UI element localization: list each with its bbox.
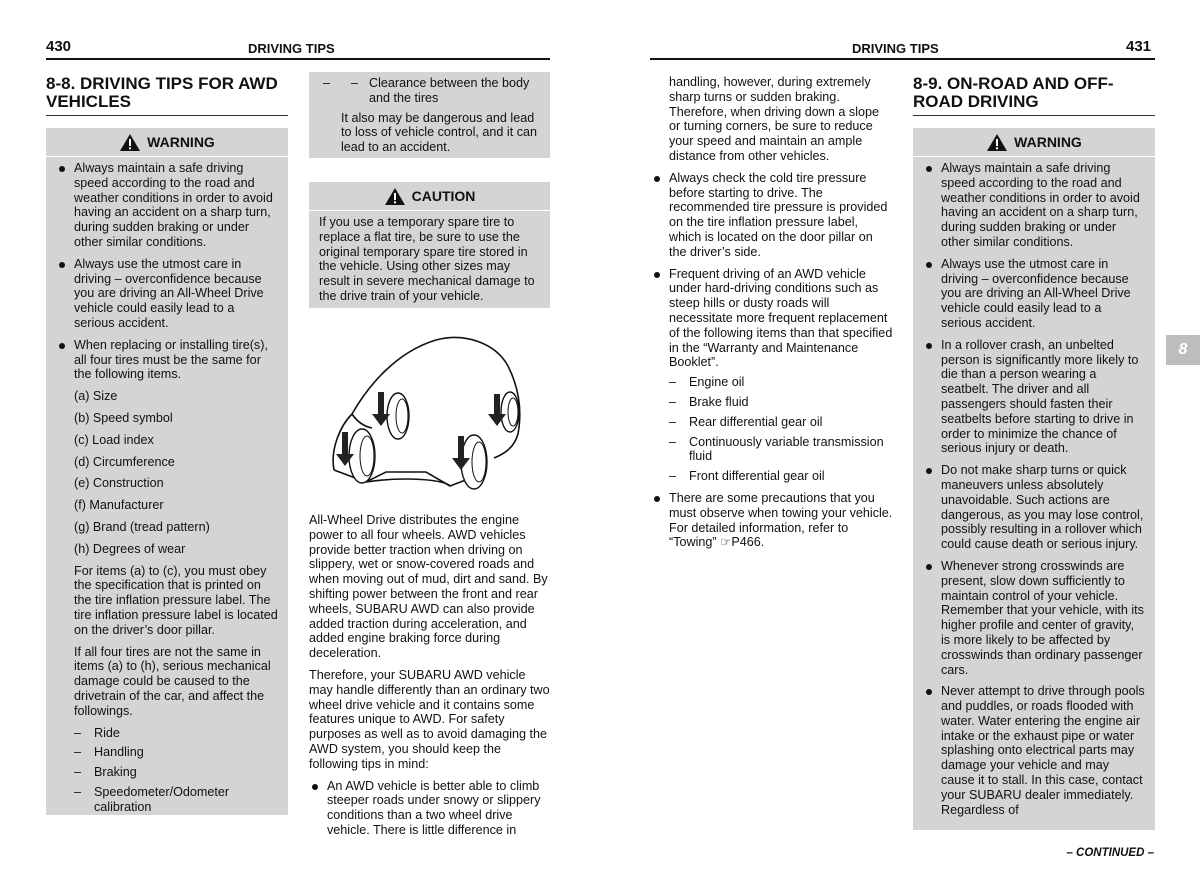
tire-item: (g) Brand (tread pattern) xyxy=(74,519,210,534)
right-section-title: 8-9. ON-ROAD AND OFF-ROAD DRIVING xyxy=(913,75,1155,116)
right-warning-label: WARNING xyxy=(1014,133,1082,150)
left-warning-bullet: Always use the utmost care in driving – overconfidence because you are driving an All-Wheel Drive vehicle could easily lead to a serious accident. xyxy=(56,257,278,331)
right-warning-bullet: Whenever strong crosswinds are present, slow down sufficiently to maintain control of your vehicle. Remember that your vehicle, with its higher profile and center of gravity, is more likely to be affected by crosswinds than ordinary passenger cars. xyxy=(923,559,1145,677)
towing-bullet: There are some precautions that you must observe when towing your vehicle. For detailed information, refer to “Towing” ☞P466. xyxy=(651,491,893,550)
left-header-rule xyxy=(46,58,550,60)
right-warning-bullet: Never attempt to drive through pools and puddles, or roads flooded with water. Water entering the engine air intake or the exhaust pipe or water splashing onto electrical parts may damage your vehicle and may cause it to stall. In this case, contact your SUBARU dealer immediately. Regardless of xyxy=(923,684,1145,817)
maintenance-item: – Front differential gear oil xyxy=(651,469,893,484)
maintenance-item: – Continuously variable transmission fluid xyxy=(651,435,893,465)
awd-climb-bullet: An AWD vehicle is better able to climb steeper roads under snowy or slippery conditions than a two wheel drive vehicle. There is little difference in xyxy=(309,779,551,838)
tire-pressure-bullet: Always check the cold tire pressure before starting to drive. The recommended tire pressure is provided on the tire inflation pressure label, which is located on the door pillar on the driver’s side. xyxy=(651,171,893,260)
continued-marker: – CONTINUED – xyxy=(1066,847,1154,859)
right-header-title: DRIVING TIPS xyxy=(852,41,939,56)
right-page-number: 431 xyxy=(1126,38,1152,55)
affected-item: – Speedometer/Odometer calibration xyxy=(56,785,278,815)
warning-triangle-icon xyxy=(986,133,1008,152)
right-warning-box xyxy=(913,128,1155,830)
chapter-tab: 8 xyxy=(1166,335,1200,365)
caution-text: If you use a temporary spare tire to replace a flat tire, be sure to use the original temporary spare tire stored in the vehicle. Using other sizes may result in severe mechanical damage to the drive train of your vehicle. xyxy=(319,215,535,303)
left-warning-bullet: Always maintain a safe driving speed according to the road and weather conditions in order to avoid having an accident on a sharp turn, during sudden braking or under other similar conditions. xyxy=(56,161,278,250)
left-warning-label: WARNING xyxy=(147,133,215,150)
tire-item: (a) Size xyxy=(74,389,118,404)
left-section-title: 8-8. DRIVING TIPS FOR AWD VEHICLES xyxy=(46,75,288,116)
right-warning-bullet: Do not make sharp turns or quick maneuvers unless absolutely unavoidable. Such actions are dangerous, as you may lose control, possibly resulting in a rollover which could cause death or serious injury. xyxy=(923,463,1145,552)
caution-label: CAUTION xyxy=(411,187,476,204)
clearance-note: It also may be dangerous and lead to loss of vehicle control, and it can lead to an accident. xyxy=(341,110,538,155)
clearance-item: – – Clearance between the body and the tires xyxy=(319,76,540,106)
hard-driving-bullet: Frequent driving of an AWD vehicle under hard-driving conditions such as steep hills or dusty roads will necessitate more frequent replacement of the following items than that specified in the “Warranty and Maintenance Booklet”. xyxy=(651,267,893,371)
awd-car-illustration xyxy=(326,330,526,500)
affected-item: – Handling xyxy=(56,745,278,760)
tire-mismatch-paragraph: If all four tires are not the same in items (a) to (h), serious mechanical damage could be caused to the drivetrain of the car, and affect the followings. xyxy=(74,644,271,718)
left-warning-bullet: When replacing or installing tire(s), all four tires must be the same for the following items. xyxy=(56,338,278,382)
left-header-title: DRIVING TIPS xyxy=(248,41,335,56)
caution-box xyxy=(309,182,550,308)
warning-triangle-icon xyxy=(384,187,406,206)
right-warning-bullet: Always maintain a safe driving speed according to the road and weather conditions in order to avoid having an accident on a sharp turn, during sudden braking or under other similar conditions. xyxy=(923,161,1145,250)
affected-item: – Ride xyxy=(56,726,278,741)
affected-item: – Braking xyxy=(56,765,278,780)
left-warning-header xyxy=(46,128,288,157)
right-column-text xyxy=(651,75,893,557)
warning-triangle-icon xyxy=(119,133,141,152)
tire-item: (c) Load index xyxy=(74,432,154,447)
left-page-number: 430 xyxy=(46,38,72,55)
right-warning-bullet: Always use the utmost care in driving – overconfidence because you are driving an All-Wheel Drive vehicle could easily lead to a serious accident. xyxy=(923,257,1145,331)
awd-intro-paragraph: All-Wheel Drive distributes the engine power to all four wheels. AWD vehicles provide better traction when driving on slippery, wet or snow-covered roads and when moving out of mud, dirt and sand. By shifting power between the front and rear wheels, SUBARU AWD can also provide added traction during acceleration, and added engine braking force during deceleration. xyxy=(309,513,548,661)
caution-header xyxy=(309,182,550,211)
tire-item: (d) Circumference xyxy=(74,454,175,469)
tire-item: (e) Construction xyxy=(74,476,164,491)
left-body-text xyxy=(309,513,551,845)
maintenance-item: – Rear differential gear oil xyxy=(651,415,893,430)
tire-item: (b) Speed symbol xyxy=(74,410,173,425)
tire-spec-paragraph: For items (a) to (c), you must obey the specification that is printed on the tire inflation pressure label. The tire inflation pressure label is located on the driver’s door pillar. xyxy=(74,563,278,637)
tire-item: (h) Degrees of wear xyxy=(74,541,186,556)
right-warning-header xyxy=(913,128,1155,157)
maintenance-item: – Engine oil xyxy=(651,375,893,390)
tire-item: (f) Manufacturer xyxy=(74,498,164,513)
maintenance-item: – Brake fluid xyxy=(651,395,893,410)
right-header-rule xyxy=(650,58,1155,60)
awd-handling-paragraph: Therefore, your SUBARU AWD vehicle may handle differently than an ordinary two wheel drive vehicle and it contains some features unique to AWD. For safety purposes as well as to avoid damaging the AWD system, you should keep the following tips in mind: xyxy=(309,667,550,771)
left-warning-box xyxy=(46,128,288,815)
continued-warning-box xyxy=(309,72,550,158)
right-warning-bullet: In a rollover crash, an unbelted person is significantly more likely to die than a person wearing a seatbelt. The driver and all passengers should fasten their seatbelts before starting to drive in order to minimize the chance of serious injury or death. xyxy=(923,338,1145,456)
handling-continued-paragraph: handling, however, during extremely sharp turns or sudden braking. Therefore, when driving down a slope or turning corners, be sure to reduce your speed and maintain an ample distance from other vehicles. xyxy=(669,75,880,163)
